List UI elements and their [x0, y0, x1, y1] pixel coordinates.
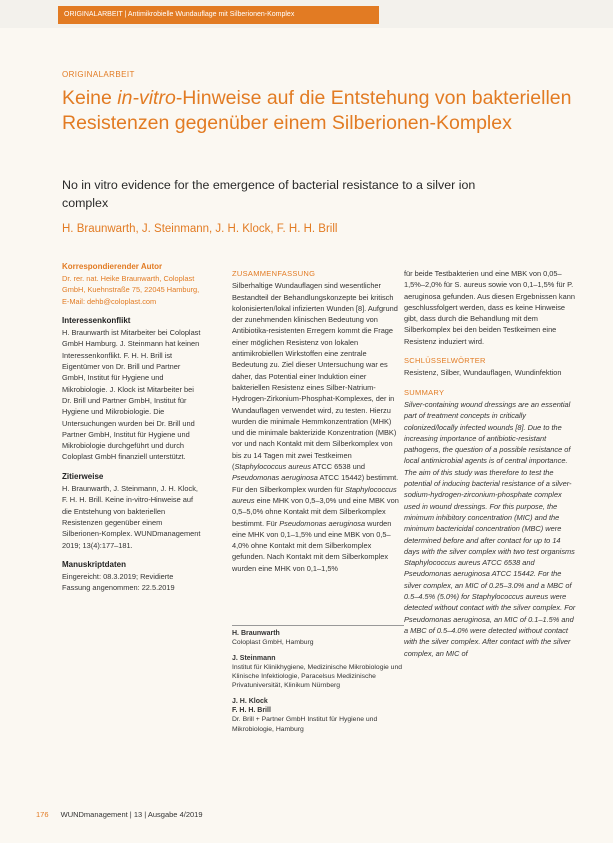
abstract-heading: ZUSAMMENFASSUNG — [232, 269, 316, 278]
journal-name: WUNDmanagement | 13 | Ausgabe 4/2019 — [60, 810, 203, 819]
keywords-heading: SCHLÜSSELWÖRTER — [404, 356, 486, 366]
summary-heading: SUMMARY — [404, 387, 445, 397]
header-tag: ORIGINALARBEIT | Antimikrobielle Wundauflage mit Silberionen-Komplex — [58, 6, 379, 24]
cite-title: Zitierweise — [62, 471, 104, 481]
article-subtitle: No in vitro evidence for the emergence of bacterial resistance to a silver ion complex — [62, 178, 476, 210]
cite-text: H. Braunwarth, J. Steinmann, J. H. Klock, F. H. H. Brill. Keine in-vitro-Hinweise auf die Entstehung von bakteriellen Resistenzen gegenüber einem Silberionen-Komplex. WUNDmanagement 2019; 13(4):177–181. — [62, 484, 201, 550]
dates-title: Manuskriptdaten — [62, 559, 127, 569]
abstract-german — [232, 268, 404, 574]
affiliation-name: H. Braunwarth — [232, 630, 280, 637]
article-title: Keine in-vitro-Hinweise auf die Entstehung von bakteriellen Resistenzen gegenüber einem Silberionen-Komplex — [62, 87, 572, 134]
correspondence-text: Dr. rer. nat. Heike Braunwarth, Coloplast GmbH, Kuehnstraße 75, 22045 Hamburg, E-Mail: dehb@coloplast.com — [62, 274, 200, 306]
abstract-continued: für beide Testbakterien und eine MBK von 0,05–1,5%–2,0% für S. aureus sowie von 0,1–1,5% für P. aeruginosa gefunden. Aus diesen Ergebnissen kann geschlussfolgert werden, dass es keine Hinweise gibt, dass durch die Behandlung mit dem Silberkomplex bei den beiden Testkeimen eine Resistenz induziert wird. — [404, 269, 575, 346]
page-footer — [36, 810, 203, 819]
affiliation-text: Dr. Brill + Partner GmbH Institut für Hygiene und Mikrobiologie, Hamburg — [232, 716, 378, 733]
affiliation-item — [232, 629, 404, 648]
header-bar — [0, 0, 613, 28]
affiliation-item — [232, 654, 404, 691]
article-authors: H. Braunwarth, J. Steinmann, J. H. Klock, F. H. H. Brill — [62, 223, 338, 235]
sidebar — [62, 262, 202, 594]
affiliations — [232, 625, 404, 740]
affiliation-name: J. Steinmann — [232, 654, 276, 662]
summary-text: Silver-containing wound dressings are an essential part of treatment concepts in critically colonized/locally infected wounds [8]. Due to the increasing importance of antibiotic-resistant pathogens, the question of a possible resistance of local antimicrobial agents is of central importance. The aim of this study was therefore to test the potential of inducing bacterial resistance of a silver-sodium-hydrogen-zirconium-phosphate complex used in wound dressings. For this purpose, the minimum inhibitory concentration (MIC) and the minimum bactericidal concentration (MBC) were determined before and after contact for up to 14 days with the silver complex with two test organisms Staphylococcus aureus ATCC 6538 and Pseudomonas aeruginosa ATCC 15442. For the silver complex, an MIC of 0.25–3.0% and a MBC of 0.5–4.5% (5.0%) for Staphylococcus aureus were detected without contact with the silver complex. For Pseudomonas aeruginosa, an MIC of 0.1–1.5% and a MBC of 0.5–4.0% were detected without contact with the silver complex. After contact with the silver complex, an MIC of — [404, 399, 576, 658]
conflict-title: Interessenkonflikt — [62, 315, 131, 325]
affiliation-name: J. H. Klock F. H. H. Brill — [232, 697, 271, 715]
correspondence-title: Korrespondierender Autor — [62, 262, 163, 271]
dates-text: Eingereicht: 08.3.2019; Revidierte Fassung angenommen: 22.5.2019 — [62, 572, 175, 593]
affiliation-text: Coloplast GmbH, Hamburg — [232, 639, 314, 647]
page-number: 176 — [36, 810, 49, 819]
abstract-text: Silberhaltige Wundauflagen sind wesentlicher Bestandteil der Behandlungskonzepte bei kritisch kolonisierten/lokal infizierten Wunden [8]. Aufgrund der zunehmenden klinischen Bedeutung von Antibiotika-resistenten Erregern kommt die Frage einer möglichen Resistenz von lokalen antimikrobiellen Wirkstoffen eine zentrale Bedeutung zu. Ziel dieser Untersuchung war es daher, das Potential einer Induktion einer bakteriellen Resistenz eines Silber-Natrium-Hydrogen-Zirkonium-Phosphat-Komplexes, der in Wundauflagen verwendet wird, zu testen. Hierzu wurden die minimale Hemmkonzentration (MHK) und die minimale bakterizide Konzentration (MBK) vor und nach Kontakt mit dem Silberkomplex von bis zu 14 Tagen mit zwei Testkeimen (Staphylococcus aureus ATCC 6538 und Pseudomonas aeruginosa ATCC 15442) bestimmt. Für den Silberkomplex wurden für Staphylococcus aureus eine MHK von 0,5–3,0% und eine MBK von 0,5–5,0% ohne Kontakt mit dem Silberkomplex bestimmt. Für Pseudomonas aeruginosa wurden eine MHK von 0,1–1,5% und eine MBK von 0,5–4,0% ohne Kontakt mit dem Silberkomplex gefunden. Nach Kontakt mit dem Silberkomplex wurden eine MHK von 0,1–1,5% — [232, 281, 399, 573]
affiliation-item — [232, 697, 404, 734]
article-kicker: ORIGINALARBEIT — [62, 70, 135, 79]
conflict-text: H. Braunwarth ist Mitarbeiter bei Coloplast GmbH Hamburg. J. Steinmann hat keinen Interessenkonflikt. F. H. H. Brill ist Eigentümer von Dr. Brill und Partner GmbH, Institut für Hygiene und Mikrobiologie. J. Klock ist Mitarbeiter bei Dr. Brill und Partner GmbH, Institut für Hygiene und Mikrobiologie. Die Untersuchungen wurden bei Dr. Brill und Partner GmbH, Institut für Hygiene und Mikrobiologie durchgeführt und durch Coloplast GmbH finanziell unterstützt. — [62, 328, 201, 462]
right-column — [404, 268, 576, 659]
affiliation-text: Institut für Klinikhygiene, Medizinische Mikrobiologie und Klinische Infektiologie, Paracelsus Medizinische Privatuniversität, Klinikum Nürnberg — [232, 663, 403, 690]
keywords-text: Resistenz, Silber, Wundauflagen, Wundinfektion — [404, 368, 562, 378]
